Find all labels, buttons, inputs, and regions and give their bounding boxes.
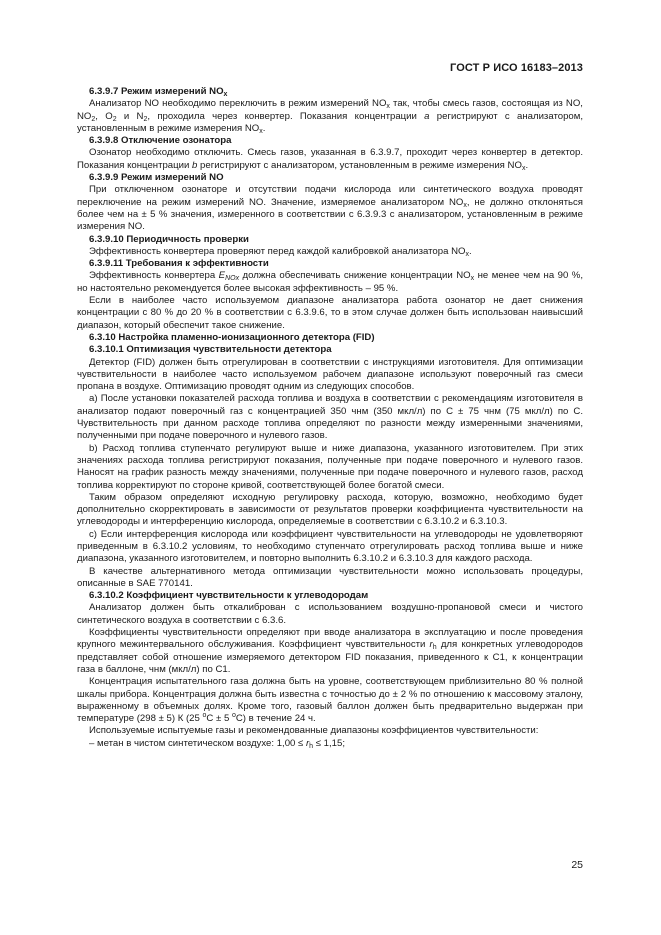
body-paragraph: Эффективность конвертера проверяют перед каждой калибровкой анализатора $NO_x$.	[89, 245, 472, 258]
document-body	[77, 86, 583, 750]
body-paragraph: Используемые испытуемые газы и рекомендованные диапазоны коэффициентов чувствительности:	[89, 725, 539, 737]
body-paragraph: Анализатор должен быть откалиброван с использованием воздушно-пропановой смеси и чистого синтетического воздуха в соответствии с 6.3.6.	[77, 602, 583, 626]
section-heading: 6.3.9.9 Режим измерений NO	[89, 172, 224, 184]
section-heading: 6.3.9.11 Требования к эффективности	[89, 258, 269, 270]
body-paragraph: При отключенном озонаторе и отсутствии подачи кислорода или синтетического воздуха проводят переключение на режим измерений NO. Значение, измеряемое анализатором $NO_x$, не должно отклоняться более чем на ± 5 % значения, измеренного в соответствии с 6.3.9.3 с анализатором, установленным в режиме измерения NO.	[77, 184, 583, 233]
page-number: 25	[571, 859, 583, 871]
body-paragraph: Эффективность конвертера $E_{NOx}$ должна обеспечивать снижение концентрации $NO_x$ не менее чем на 90 %, но настоятельно рекомендуется более высокая эффективность – 95 %.	[77, 270, 583, 294]
body-paragraph: а) После установки показателей расхода топлива и воздуха в соответствии с рекомендациям изготовителя в анализатор подают поверочный газ с концентрацией 350 чнм (350 мкл/л) по С ± 75 чнм (75 мкл/л) по С. Чувствительность при данном расходе топлива определяют по разности между измеренными значениями, полученными при подаче поверочного и нулевого газов.	[77, 393, 583, 442]
body-paragraph: b) Расход топлива ступенчато регулируют выше и ниже диапазона, указанного изготовителем. При этих значениях расхода топлива регистрируют показания, полученные при подаче поверочного и нулевого газов. Наносят на график разность между значениями, полученные при подаче поверочного и нулевого газов, расход топлива корректируют по стороне кривой, соответствующей более богатой смеси.	[77, 442, 583, 491]
section-heading: 6.3.10.2 Коэффициент чувствительности к углеводородам	[89, 590, 369, 602]
body-paragraph: Озонатор необходимо отключить. Смесь газов, указанная в 6.3.9.7, проходит через конвертер в детектор. Показания концентрации b регистрируют с анализатором, установленным в режиме измерения $NO_x$.	[77, 147, 583, 172]
section-heading: 6.3.10 Настройка пламенно-ионизационного детектора (FID)	[89, 331, 375, 343]
section-heading: 6.3.10.1 Оптимизация чувствительности детектора	[89, 344, 332, 356]
body-paragraph: Таким образом определяют исходную регулировку расхода, которую, возможно, необходимо будет дополнительно скорректировать в зависимости от результатов проверки коэффициента чувствительности на углеводороды и интерференцию кислорода, определяемые в соответствии с 6.3.10.2 и 6.3.10.3.	[77, 491, 583, 528]
body-paragraph: Концентрация испытательного газа должна быть на уровне, соответствующем приблизительно 80 % полной шкалы прибора. Концентрация должна быть известна с точностью до ± 2 % по отношению к массовому эталону, выраженному в объемных долях. Кроме того, газовый баллон должен быть предварительно выдержан при температуре (298 ± 5) К (25 $^о$С ± 5 $^о$С) в течение 24 ч.	[77, 676, 583, 725]
section-heading: 6.3.9.8 Отключение озонатора	[89, 135, 232, 147]
body-paragraph: с) Если интерференция кислорода или коэффициент чувствительности на углеводороды не удовлетворяют приведенным в 6.3.10.2 условиям, то необходимо ступенчато отрегулировать расход топлива выше и ниже диапазона, указанного изготовителем, и повторно выполнить 6.3.10.2 и 6.3.10.3 для каждого расхода.	[77, 528, 583, 565]
body-paragraph: Если в наиболее часто используемом диапазоне анализатора работа озонатор не дает снижения концентрации с 80 % до 20 % в соответствии с 6.3.9.6, то в этом случае должен быть использован наивысший диапазон, который обеспечит такое снижение.	[77, 295, 583, 331]
body-paragraph: Анализатор NO необходимо переключить в режим измерений $NO_x$ так, чтобы смесь газов, состоящая из NO, $NO_2$, $O_2$ и $N_2$, проходила через конвертер. Показания концентрации a регистрируют с анализатором, установленным в режиме измерения $NO_x$.	[77, 98, 584, 135]
standard-header: ГОСТ Р ИСО 16183–2013	[450, 62, 583, 74]
body-paragraph: Детектор (FID) должен быть отрегулирован в соответствии с инструкциями изготовителя. Для оптимизации чувствительности в наиболее часто используемом рабочем диапазоне используют поверочный газ смеси пропана в воздухе. Оптимизацию проводят одним из следующих способов.	[77, 356, 583, 393]
body-paragraph: В качестве альтернативного метода оптимизации чувствительности можно использовать процедуры, описанные в SAE 770141.	[77, 565, 583, 589]
section-heading: 6.3.9.7 Режим измерений $NO_x$	[89, 86, 228, 98]
section-heading: 6.3.9.10 Периодичность проверки	[89, 233, 249, 245]
list-item: – метан в чистом синтетическом воздухе: $1,00 \le r_h \le 1,15$;	[89, 737, 346, 750]
body-paragraph: Коэффициенты чувствительности определяют при вводе анализатора в эксплуатацию и после проведения крупного межинтервального обслуживания. Коэффициент чувствительности $r_h$ для конкретных углеводородов представляет собой отношение измеряемого детектором FID показания, приведенного к С1, к концентрации газа в баллоне, чнм (мкл/л) по С1.	[77, 627, 583, 675]
